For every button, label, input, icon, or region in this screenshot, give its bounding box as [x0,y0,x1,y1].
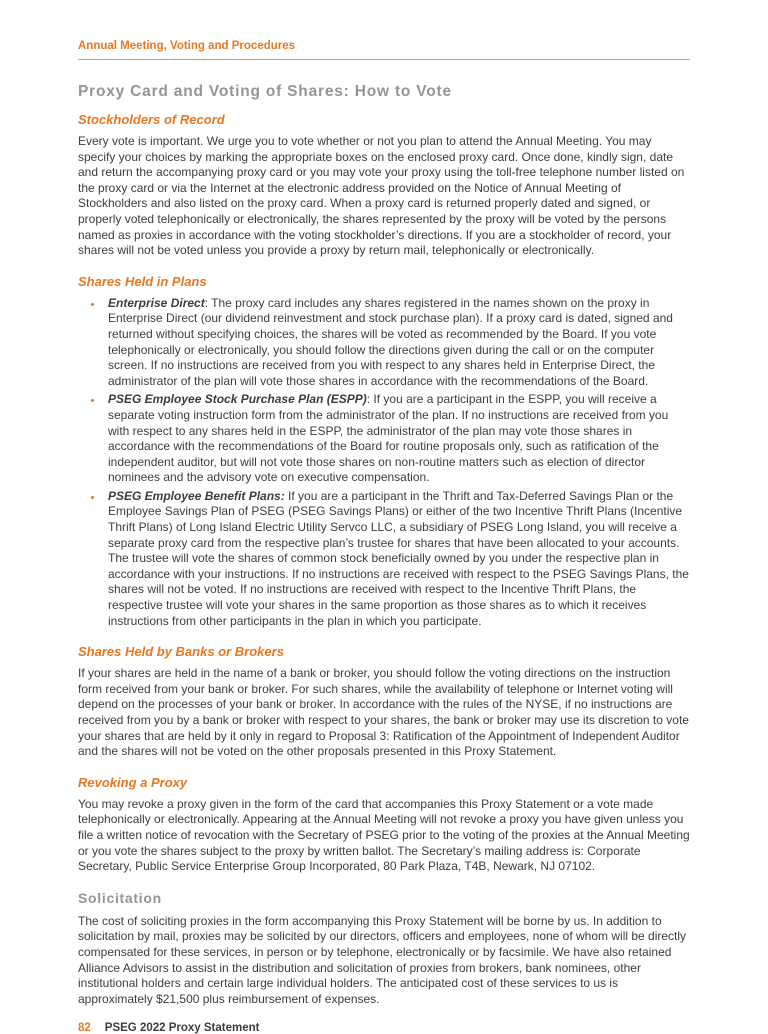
list-item-text [108,392,690,486]
paragraph-stockholders-of-record: Every vote is important. We urge you to vote whether or not you plan to attend the Annual Meeting. You may specify your choices by marking the appropriate boxes on the enclosed proxy card. Once done, kindly sign, date and return the accompanying proxy card or you may vote your proxy using the toll-free telephone number listed on the proxy card or via the Internet at the electronic address provided on the Notice of Annual Meeting of Stockholders and also listed on the proxy card. When a proxy card is returned properly dated and signed, or properly voted telephonically or electronically, the shares represented by the proxy will be voted by the persons named as proxies in accordance with the voting stockholder’s directions. If you are a stockholder of record, your shares will not be voted unless you provide a proxy by return mail, telephonically or electronically. [78,134,685,258]
list-item-text [108,296,690,390]
plans-bullet-list [78,296,690,629]
bullet-icon [91,303,94,306]
page-title: Proxy Card and Voting of Shares: How to Vote [78,83,452,100]
list-item-body: : The proxy card includes any shares registered in the names shown on the proxy in Enterprise Direct (our dividend reinvestment and stock purchase plan). If a proxy card is dated, signed and returned without specifying choices, the shares will be voted as recommended by the Board. If you vote telephonically or electronically, you should follow the directions given during the call or on the computer screen. If no instructions are received from you with respect to any shares held in Enterprise Direct, the administrator of the plan will vote those shares in accordance with the recommendations of the Board. [108,295,673,388]
section-breadcrumb: Annual Meeting, Voting and Procedures [78,40,690,60]
paragraph-revoking-a-proxy: You may revoke a proxy given in the form of the card that accompanies this Proxy Statement or a vote made telephonically or electronically. Appearing at the Annual Meeting will not revoke a proxy you have given unless you file a written notice of revocation with the Secretary of PSEG prior to the voting of the proxies at the Annual Meeting or you vote the shares subject to the proxy by written ballot. The Secretary’s mailing address is: Corporate Secretary, Public Service Enterprise Group Incorporated, 80 Park Plaza, T4B, Newark, NJ 07102. [78,796,690,874]
footer-page-number: 82 [78,1022,91,1034]
bullet-icon [91,399,94,402]
heading-solicitation: Solicitation [78,889,162,906]
list-item-lead: PSEG Employee Benefit Plans: [108,488,285,503]
list-item-lead: Enterprise Direct [108,295,205,310]
heading-revoking-a-proxy: Revoking a Proxy [78,774,188,790]
heading-stockholders-of-record: Stockholders of Record [78,112,225,127]
list-item-body: If you are a participant in the Thrift and Tax-Deferred Savings Plan or the Employee Savings Plan of PSEG (PSEG Savings Plans) or either of the two Incentive Thrift Plans (Incentive Thrift Plans) of Long Island Electric Utility Servco LLC, a subsidiary of PSEG Long Island, you will receive a separate proxy card from the respective plan’s trustee for shares that have been allocated to your accounts. The trustee will vote the shares of common stock beneficially owned by you under the respective plan in accordance with your instructions. If no instructions are received with respect to the PSEG Savings Plans, the shares will not be voted. If no instructions are received with respect to the Incentive Thrift Plans, the respective trustee will vote your shares in the same proportion as those shares as to which it receives instructions from other participants in the plan in which you participate. [108,488,689,628]
page-footer [78,1022,690,1034]
footer-document-title: PSEG 2022 Proxy Statement [104,1022,260,1034]
list-item-enterprise-direct [78,296,690,390]
list-item-benefit-plans [78,489,690,629]
heading-shares-held-in-plans: Shares Held in Plans [78,273,207,289]
list-item-body: : If you are a participant in the ESPP, you will receive a separate voting instruction form from the administrator of the plan. If no instructions are received from you with respect to any shares held in the ESPP, the administrator of the plan may vote those shares in accordance with the recommendations of the Board for routine proposals only, such as ratification of the independent auditor, but will not vote those shares on non-routine matters such as election of director nominees and the advisory vote on executive compensation. [108,392,669,485]
list-item-text [108,489,690,629]
bullet-icon [91,496,94,499]
heading-shares-held-by-banks-or-brokers: Shares Held by Banks or Brokers [78,644,284,660]
list-item-espp [78,392,690,486]
list-item-lead: PSEG Employee Stock Purchase Plan (ESPP) [108,392,367,407]
paragraph-banks-or-brokers: If your shares are held in the name of a bank or broker, you should follow the voting directions on the instruction form received from your bank or broker. For such shares, while the availability of telephone or Internet voting will depend on the processes of your bank or broker. In accordance with the rules of the NYSE, if no instructions are received from you by a bank or broker with respect to your shares, the bank or broker may use its discretion to vote your shares that are held by it only in regard to Proposal 3: Ratification of the Appointment of Independent Auditor and the shares will not be voted on the other proposals presented in this Proxy Statement. [78,666,689,759]
paragraph-solicitation: The cost of soliciting proxies in the form accompanying this Proxy Statement will be borne by us. In addition to solicitation by mail, proxies may be solicited by our directors, officers and employees, none of whom will be directly compensated for these services, in person or by telephone, electronically or by facsimile. We have also retained Alliance Advisors to assist in the distribution and solicitation of proxies from brokers, bank nominees, other institutional holders and certain large individual holders. The anticipated cost of these services to us is approximately $21,500 plus reimbursement of expenses. [78,913,687,1006]
